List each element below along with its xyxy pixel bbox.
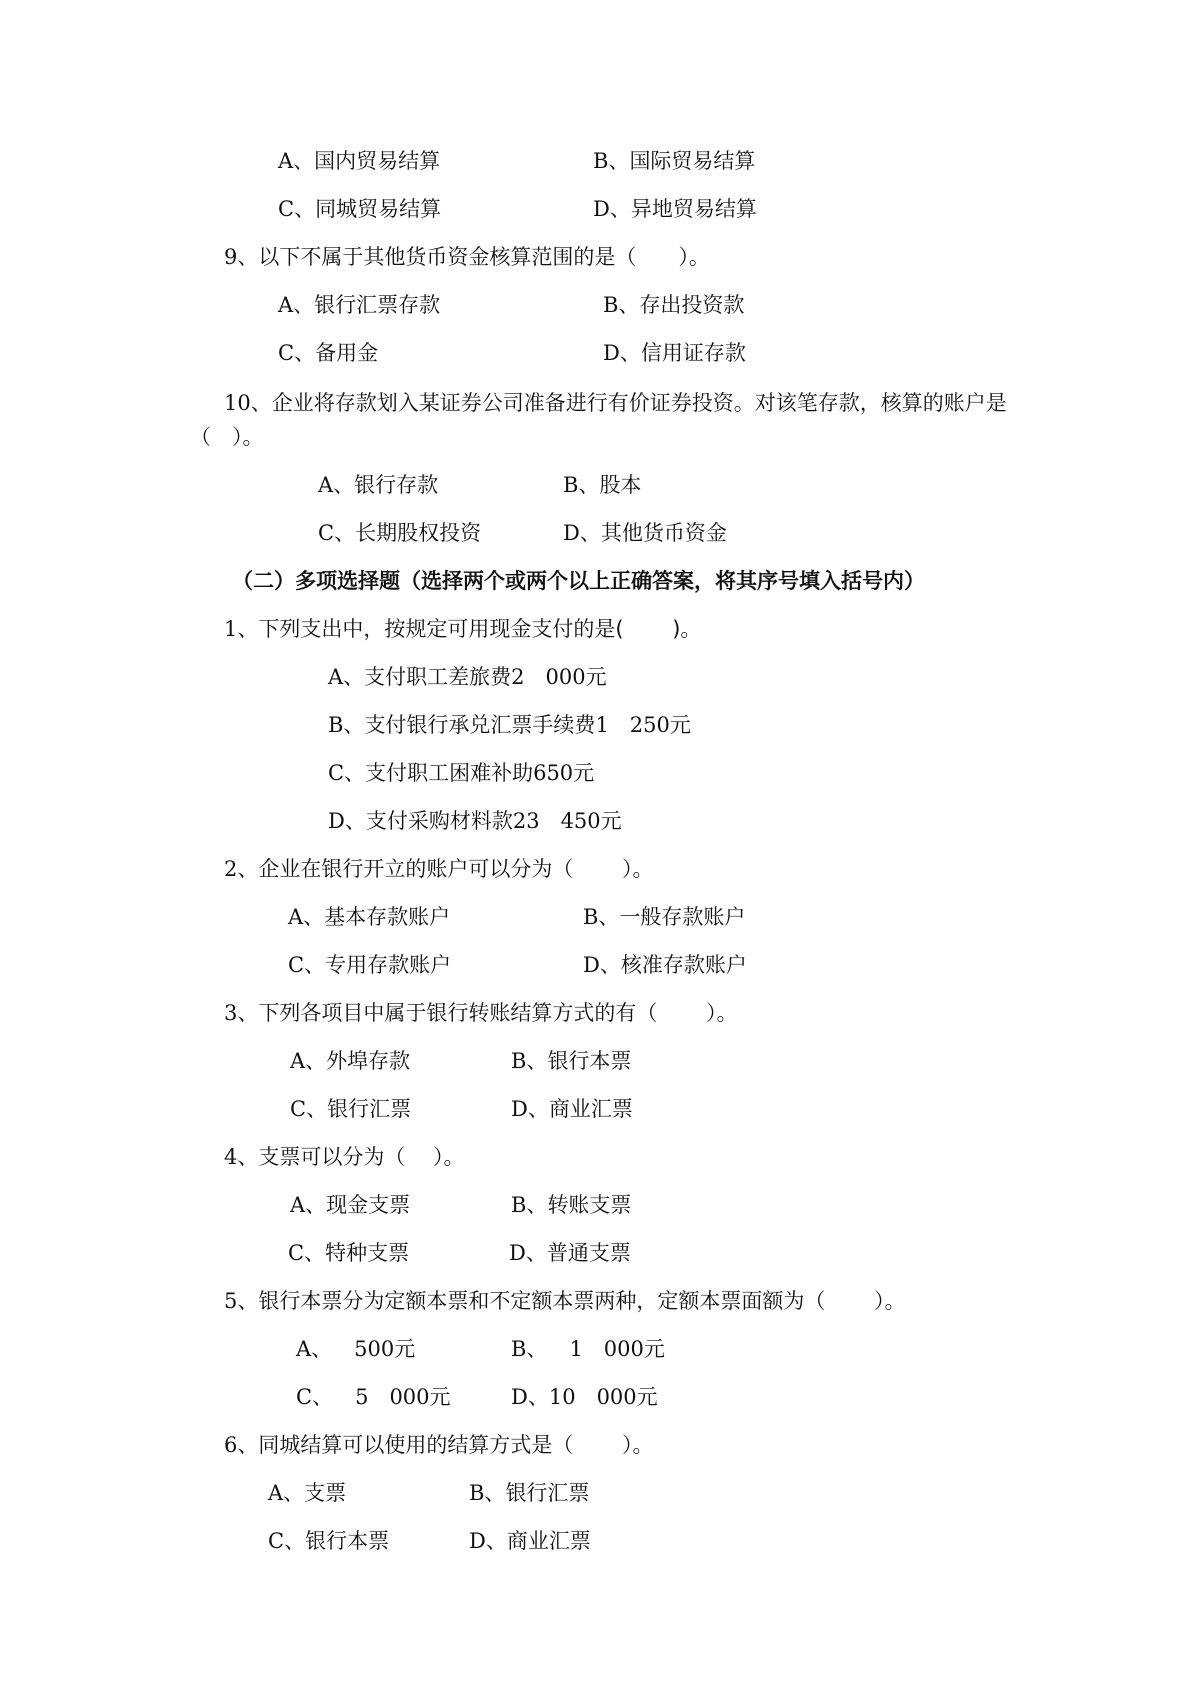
m3-option-b	[511, 1046, 631, 1076]
m6-option-d	[469, 1526, 591, 1556]
question-text: （ ）。	[190, 425, 264, 449]
option-text: 一般存款账户	[619, 905, 746, 929]
multi-question-5	[224, 1286, 906, 1316]
option-text: 备用金	[315, 341, 379, 365]
question-text: 下列各项目中属于银行转账结算方式的有（ ）。	[258, 1001, 738, 1025]
m5-option-d	[511, 1382, 658, 1412]
question-text: 以下不属于其他货币资金核算范围的是（ ）。	[258, 245, 710, 269]
option-label: C、	[296, 1385, 334, 1409]
option-text: 基本存款账户	[324, 905, 451, 929]
option-amount: 2 000	[511, 665, 586, 689]
option-label: A、	[296, 1337, 333, 1361]
q10-option-a	[318, 470, 438, 500]
option-amount: 1 000	[569, 1337, 644, 1361]
q8-option-a	[278, 146, 440, 176]
m3-option-c	[290, 1094, 411, 1124]
option-label: A、	[268, 1481, 305, 1505]
option-label: D、	[603, 341, 641, 365]
multi-question-4	[224, 1142, 465, 1172]
option-label: A、	[278, 149, 315, 173]
m4-option-d	[509, 1238, 631, 1268]
option-label: B、	[563, 473, 600, 497]
question-10	[224, 388, 1007, 418]
option-text: 国际贸易结算	[629, 149, 756, 173]
m1-option-c	[328, 758, 594, 788]
option-amount: 650	[533, 761, 574, 785]
option-label: D、	[509, 1241, 547, 1265]
option-label: D、	[511, 1097, 549, 1121]
option-label: D、	[593, 197, 631, 221]
option-text: 存出投资款	[639, 293, 745, 317]
question-number: 5、	[224, 1289, 259, 1313]
option-text: 转账支票	[547, 1193, 632, 1217]
section-heading: （二）多项选择题（选择两个或两个以上正确答案，将其序号填入括号内）	[232, 569, 925, 593]
question-text: 同城结算可以使用的结算方式是（ ）。	[258, 1433, 654, 1457]
option-text: 商业汇票	[506, 1529, 591, 1553]
m5-option-c	[296, 1382, 451, 1412]
q9-option-b	[603, 290, 744, 320]
option-label: B、	[328, 713, 365, 737]
option-amount: 1 250	[595, 713, 670, 737]
option-label: D、	[563, 521, 601, 545]
question-10-continuation	[190, 422, 264, 452]
q10-option-d	[563, 518, 727, 548]
m5-option-a	[296, 1334, 415, 1364]
option-label: C、	[288, 953, 326, 977]
question-number: 2、	[224, 857, 259, 881]
option-unit: 元	[573, 761, 595, 785]
q8-option-b	[593, 146, 755, 176]
option-label: B、	[469, 1481, 506, 1505]
q10-option-b	[563, 470, 641, 500]
option-label: A、	[290, 1049, 327, 1073]
m5-option-b	[511, 1334, 665, 1364]
m4-option-b	[511, 1190, 631, 1220]
option-text: 银行汇票	[505, 1481, 590, 1505]
m1-option-a	[328, 662, 607, 692]
question-text: 企业将存款划入某证券公司准备进行有价证券投资。对该笔存款，核算的账户是	[271, 391, 1007, 415]
option-text: 长期股权投资	[355, 521, 482, 545]
m3-option-a	[290, 1046, 410, 1076]
m6-option-c	[268, 1526, 389, 1556]
question-text: 银行本票分为定额本票和不定额本票两种，定额本票面额为（ ）。	[258, 1289, 906, 1313]
m2-option-d	[583, 950, 747, 980]
option-unit: 元	[643, 1337, 665, 1361]
option-label: C、	[278, 341, 316, 365]
m2-option-b	[583, 902, 745, 932]
option-text: 国内贸易结算	[314, 149, 441, 173]
option-text: 商业汇票	[548, 1097, 633, 1121]
option-text: 支票	[304, 1481, 347, 1505]
option-unit: 元	[394, 1337, 416, 1361]
option-unit: 元	[669, 713, 691, 737]
m2-option-c	[288, 950, 451, 980]
question-text: 下列支出中，按规定可用现金支付的是( )。	[258, 617, 702, 641]
option-text: 支付采购材料款	[365, 809, 513, 833]
m6-option-b	[469, 1478, 589, 1508]
question-number: 3、	[224, 1001, 259, 1025]
option-label: C、	[278, 197, 316, 221]
option-text: 专用存款账户	[325, 953, 452, 977]
option-text: 银行本票	[547, 1049, 632, 1073]
q9-option-d	[603, 338, 746, 368]
q8-option-d	[593, 194, 757, 224]
multi-question-2	[224, 854, 654, 884]
option-label: C、	[318, 521, 356, 545]
option-label: D、	[469, 1529, 507, 1553]
option-text: 特种支票	[325, 1241, 410, 1265]
option-label: D、	[583, 953, 621, 977]
option-label: B、	[603, 293, 640, 317]
question-text: 企业在银行开立的账户可以分为（ ）。	[258, 857, 654, 881]
option-label: D、	[328, 809, 366, 833]
option-unit: 元	[429, 1385, 451, 1409]
option-text: 信用证存款	[640, 341, 746, 365]
multi-question-6	[224, 1430, 654, 1460]
m1-option-b	[328, 710, 691, 740]
option-label: A、	[290, 1193, 327, 1217]
option-text: 外埠存款	[326, 1049, 411, 1073]
option-text: 银行存款	[354, 473, 439, 497]
q8-option-c	[278, 194, 441, 224]
option-label: B、	[593, 149, 630, 173]
question-number: 4、	[224, 1145, 259, 1169]
m1-option-d	[328, 806, 622, 836]
option-text: 支付银行承兑汇票手续费	[364, 713, 596, 737]
option-label: C、	[328, 761, 366, 785]
m4-option-c	[288, 1238, 409, 1268]
option-amount: 23 450	[512, 809, 601, 833]
option-amount: 5 000	[355, 1385, 430, 1409]
option-text: 其他货币资金	[600, 521, 727, 545]
option-unit: 元	[585, 665, 607, 689]
option-unit: 元	[636, 1385, 658, 1409]
option-label: A、	[318, 473, 355, 497]
question-number: 9、	[224, 245, 259, 269]
option-label: C、	[268, 1529, 306, 1553]
question-number: 1、	[224, 617, 259, 641]
option-text: 现金支票	[326, 1193, 411, 1217]
option-text: 核准存款账户	[620, 953, 747, 977]
option-label: B、	[511, 1193, 548, 1217]
question-9	[224, 242, 710, 272]
option-text: 银行汇票	[327, 1097, 412, 1121]
option-label: B、	[583, 905, 620, 929]
option-label: D、	[511, 1385, 549, 1409]
question-number: 6、	[224, 1433, 259, 1457]
option-text: 股本	[599, 473, 642, 497]
m2-option-a	[288, 902, 450, 932]
option-label: A、	[278, 293, 315, 317]
option-label: B、	[511, 1337, 548, 1361]
q9-option-c	[278, 338, 378, 368]
m6-option-a	[268, 1478, 346, 1508]
option-label: B、	[511, 1049, 548, 1073]
option-label: C、	[288, 1241, 326, 1265]
option-label: C、	[290, 1097, 328, 1121]
option-text: 银行汇票存款	[314, 293, 441, 317]
multi-question-1	[224, 614, 701, 644]
option-text: 支付职工困难补助	[365, 761, 534, 785]
option-amount: 500	[354, 1337, 395, 1361]
q9-option-a	[278, 290, 440, 320]
option-text: 同城贸易结算	[315, 197, 442, 221]
q10-option-c	[318, 518, 481, 548]
option-amount: 10 000	[548, 1385, 637, 1409]
option-text: 银行本票	[305, 1529, 390, 1553]
question-text: 支票可以分为（ ）。	[258, 1145, 465, 1169]
option-text: 异地贸易结算	[630, 197, 757, 221]
option-text: 普通支票	[546, 1241, 631, 1265]
option-unit: 元	[600, 809, 622, 833]
multi-question-3	[224, 998, 738, 1028]
option-text: 支付职工差旅费	[364, 665, 512, 689]
option-label: A、	[328, 665, 365, 689]
question-number: 10、	[224, 391, 272, 415]
m3-option-d	[511, 1094, 633, 1124]
option-label: A、	[288, 905, 325, 929]
m4-option-a	[290, 1190, 410, 1220]
